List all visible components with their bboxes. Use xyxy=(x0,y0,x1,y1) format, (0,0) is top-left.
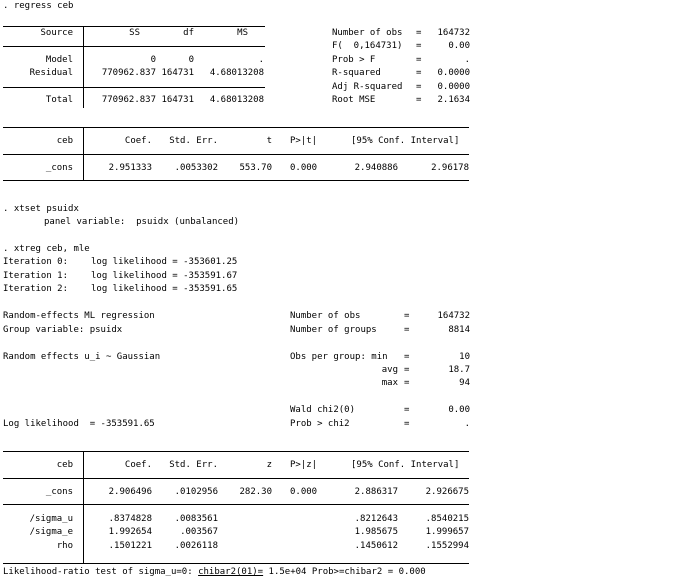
se-header: Std. Err. xyxy=(169,460,218,470)
stat-label: Number of groups xyxy=(290,325,377,335)
ci-high: 1.999657 xyxy=(425,527,469,537)
iteration-loglik: log likelihood = -353591.65 xyxy=(91,284,238,294)
p-header: P>|t| xyxy=(290,136,318,146)
se-value: .0083561 xyxy=(174,514,218,524)
stat-eq: = xyxy=(404,352,410,362)
df-header: df xyxy=(183,28,194,38)
coef-header: Coef. xyxy=(124,136,152,146)
p-value: 0.000 xyxy=(290,487,318,497)
stat-label: avg xyxy=(381,365,398,375)
anova-df: 164731 xyxy=(161,95,194,105)
coef-value: 2.906496 xyxy=(108,487,152,497)
stat-label: Adj R-squared xyxy=(332,82,403,92)
param-row-label: rho xyxy=(56,541,73,551)
log-likelihood: Log likelihood = -353591.65 xyxy=(3,419,155,429)
stat-eq: = xyxy=(404,325,410,335)
stat-value: 0.00 xyxy=(448,41,470,51)
anova-row-label: Model xyxy=(45,55,73,65)
anova-ms: 4.68013208 xyxy=(209,95,264,105)
anova-df: 164731 xyxy=(161,68,194,78)
stat-label: Prob > chi2 xyxy=(290,419,350,429)
iteration-label: Iteration 1: xyxy=(3,271,69,281)
random-effects-note: Random effects u_i ~ Gaussian xyxy=(3,352,161,362)
stat-eq: = xyxy=(416,82,422,92)
xtreg-command: . xtreg ceb, mle xyxy=(3,244,90,254)
z-value: 282.30 xyxy=(239,487,272,497)
p-value: 0.000 xyxy=(290,163,318,173)
rule xyxy=(3,563,469,564)
stat-value: 18.7 xyxy=(448,365,470,375)
anova-ss: 770962.837 xyxy=(101,68,156,78)
stat-value: . xyxy=(464,419,470,429)
stat-value: 0.00 xyxy=(448,405,470,415)
stat-eq: = xyxy=(416,95,422,105)
coef-value: .8374828 xyxy=(108,514,152,524)
iteration-label: Iteration 0: xyxy=(3,257,69,267)
stat-eq: = xyxy=(416,68,422,78)
model-title: Random-effects ML regression xyxy=(3,311,155,321)
column-divider xyxy=(83,451,84,563)
coef-row-label: _cons xyxy=(45,487,73,497)
stat-label: R-squared xyxy=(332,68,381,78)
group-variable: Group variable: psuidx xyxy=(3,325,123,335)
rule xyxy=(3,46,265,47)
anova-ss: 0 xyxy=(150,55,156,65)
anova-ms: 4.68013208 xyxy=(209,68,264,78)
ci-high: 2.96178 xyxy=(431,163,469,173)
z-header: z xyxy=(266,460,272,470)
anova-ms: . xyxy=(258,55,264,65)
rule xyxy=(3,504,469,505)
stat-value: 8814 xyxy=(448,325,470,335)
stat-label: Number of obs xyxy=(332,28,403,38)
coef-dep-header: ceb xyxy=(56,460,73,470)
coef-value: 1.992654 xyxy=(108,527,152,537)
stat-value: 164732 xyxy=(437,311,470,321)
panel-variable-note: panel variable: psuidx (unbalanced) xyxy=(44,217,240,227)
stat-label: Root MSE xyxy=(332,95,376,105)
param-row-label: /sigma_u xyxy=(29,514,73,524)
se-header: Std. Err. xyxy=(169,136,218,146)
stat-value: . xyxy=(464,55,470,65)
stat-eq: = xyxy=(404,419,410,429)
stat-label: Obs per group: min xyxy=(290,352,388,362)
coef-value: .1501221 xyxy=(108,541,152,551)
coef-header: Coef. xyxy=(124,460,152,470)
iteration-label: Iteration 2: xyxy=(3,284,69,294)
t-header: t xyxy=(266,136,272,146)
stat-eq: = xyxy=(404,378,410,388)
anova-row-label: Total xyxy=(45,95,73,105)
ci-low: 2.940886 xyxy=(354,163,398,173)
stat-label: Wald chi2(0) xyxy=(290,405,356,415)
stat-value: 2.1634 xyxy=(437,95,470,105)
ci-high: .8540215 xyxy=(425,514,469,524)
rule xyxy=(3,154,469,155)
stat-eq: = xyxy=(404,311,410,321)
source-header: Source xyxy=(40,28,73,38)
ci-low: 1.985675 xyxy=(354,527,398,537)
stat-eq: = xyxy=(404,405,410,415)
ci-low: .1450612 xyxy=(354,541,398,551)
stat-label: max xyxy=(381,378,398,388)
anova-ss: 770962.837 xyxy=(101,95,156,105)
rule xyxy=(3,26,265,27)
stat-eq: = xyxy=(416,41,422,51)
lr-test-text: Likelihood-ratio test of sigma_u=0: xyxy=(3,567,199,577)
regress-command: . regress ceb xyxy=(3,1,74,11)
chibar2-link[interactable]: chibar2(01)= xyxy=(198,567,264,577)
stat-value: 164732 xyxy=(437,28,470,38)
stat-value: 0.0000 xyxy=(437,68,470,78)
ms-header: MS xyxy=(237,28,248,38)
iteration-loglik: log likelihood = -353601.25 xyxy=(91,257,238,267)
se-value: .0053302 xyxy=(174,163,218,173)
ci-low: 2.886317 xyxy=(354,487,398,497)
coef-row-label: _cons xyxy=(45,163,73,173)
stat-eq: = xyxy=(416,55,422,65)
stat-label: Number of obs xyxy=(290,311,361,321)
ss-header: SS xyxy=(129,28,140,38)
xtset-command: . xtset psuidx xyxy=(3,204,79,214)
stat-value: 0.0000 xyxy=(437,82,470,92)
se-value: .0102956 xyxy=(174,487,218,497)
rule xyxy=(3,478,469,479)
stat-eq: = xyxy=(404,365,410,375)
rule xyxy=(3,180,469,181)
ci-header: [95% Conf. Interval] xyxy=(351,136,460,146)
lr-test-result: 1.5e+04 Prob>=chibar2 = 0.000 xyxy=(263,567,426,577)
rule xyxy=(3,451,469,452)
ci-high: 2.926675 xyxy=(425,487,469,497)
se-value: .003567 xyxy=(180,527,218,537)
stat-label: Prob > F xyxy=(332,55,376,65)
coef-value: 2.951333 xyxy=(108,163,152,173)
anova-df: 0 xyxy=(188,55,194,65)
coef-dep-header: ceb xyxy=(56,136,73,146)
ci-high: .1552994 xyxy=(425,541,469,551)
ci-low: .8212643 xyxy=(354,514,398,524)
lr-test-line xyxy=(3,567,426,578)
anova-row-label: Residual xyxy=(29,68,73,78)
param-row-label: /sigma_e xyxy=(29,527,73,537)
stat-value: 94 xyxy=(459,378,470,388)
iteration-loglik: log likelihood = -353591.67 xyxy=(91,271,238,281)
ci-header: [95% Conf. Interval] xyxy=(351,460,460,470)
rule xyxy=(3,87,265,88)
stat-label: F( 0,164731) xyxy=(332,41,403,51)
stat-eq: = xyxy=(416,28,422,38)
t-value: 553.70 xyxy=(239,163,272,173)
rule xyxy=(3,127,469,128)
column-divider xyxy=(83,26,84,108)
se-value: .0026118 xyxy=(174,541,218,551)
p-header: P>|z| xyxy=(290,460,318,470)
stat-value: 10 xyxy=(459,352,470,362)
